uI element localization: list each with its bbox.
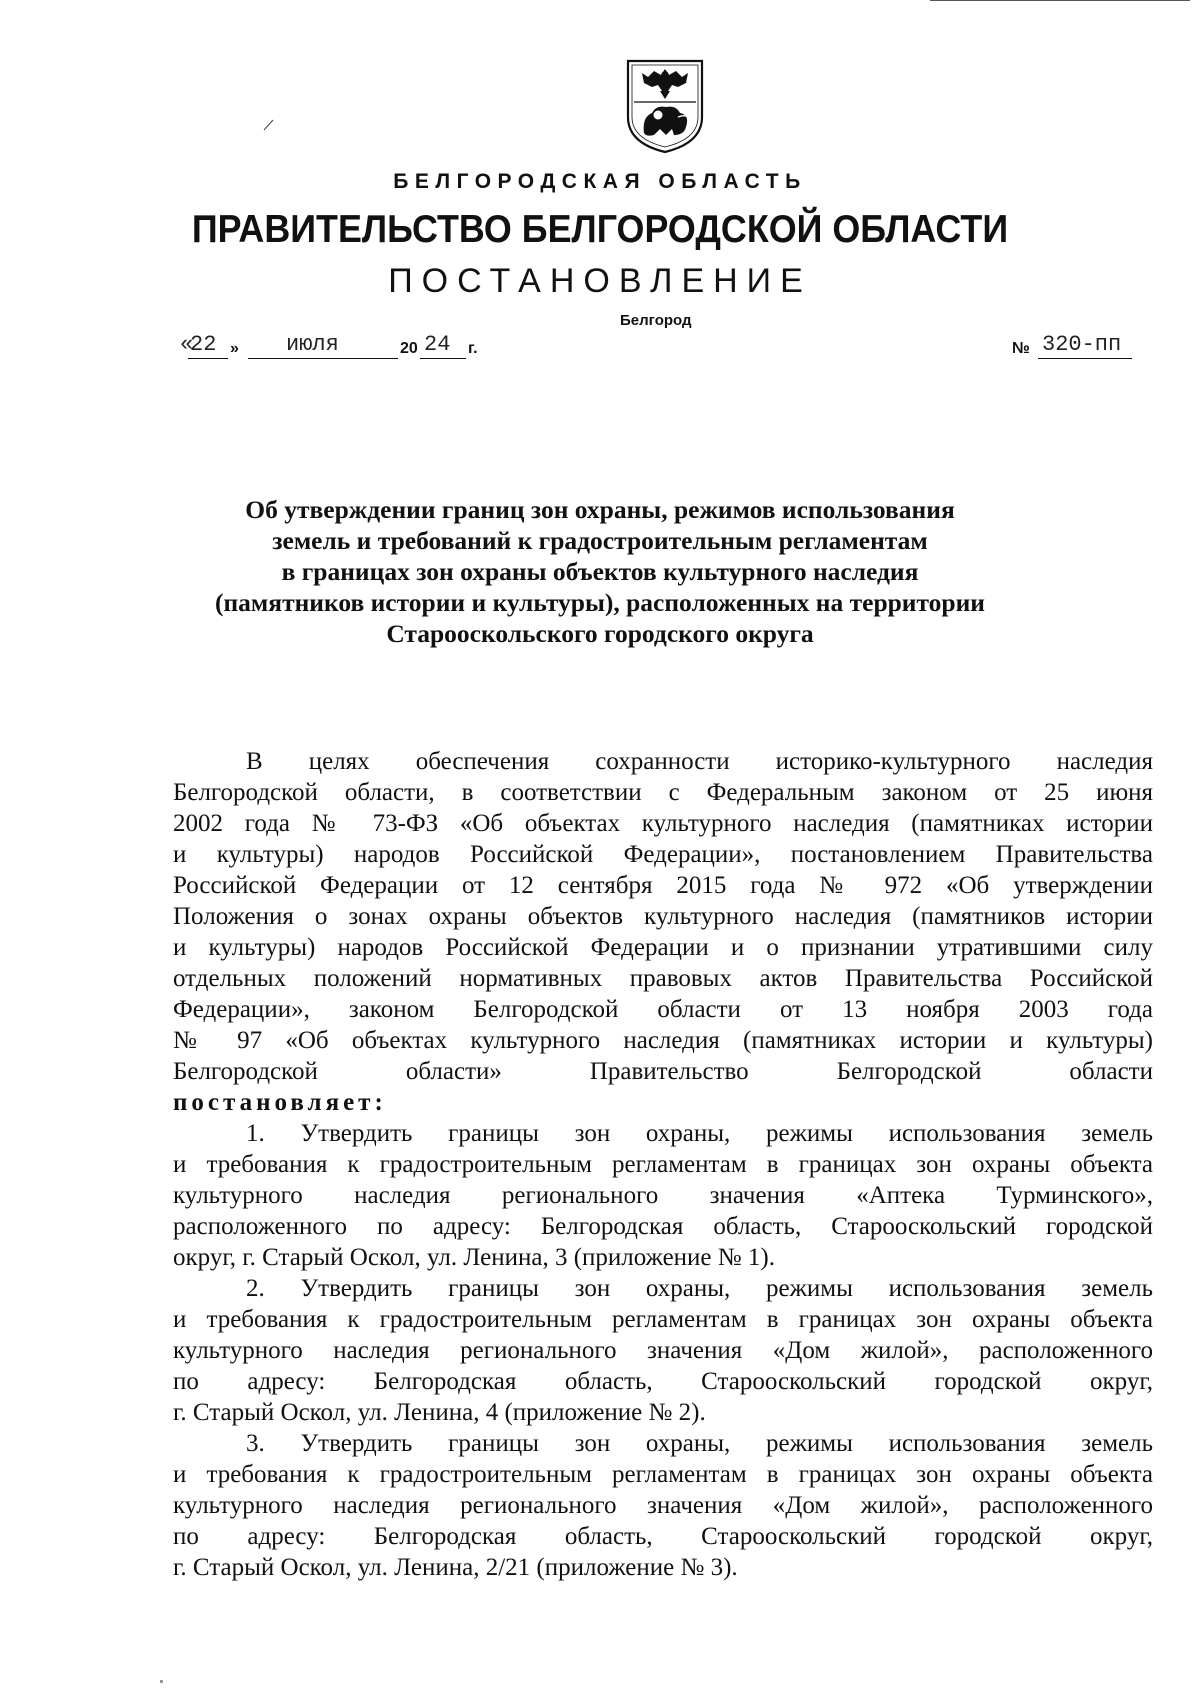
title-line: Старооскольского городского округа <box>386 619 814 648</box>
item-paragraph <box>173 1118 1153 1273</box>
date-day: 22 <box>190 332 217 357</box>
preamble-line: Положения о зонах охраны объектов культурного наследия (памятников истории <box>173 903 1153 930</box>
coat-of-arms-emblem <box>620 55 710 155</box>
item-paragraph <box>173 1428 1153 1583</box>
day-underline <box>188 358 228 359</box>
year-underline <box>420 358 466 359</box>
document-number: 320-пп <box>1042 332 1122 357</box>
date-open-quote: « <box>180 332 194 357</box>
number-sign: № <box>1012 340 1030 357</box>
item-line: и требования к градостроительным регламентам в границах зон охраны объекта <box>173 1461 1153 1488</box>
item-line: 1. Утвердить границы зон охраны, режимы использования земель <box>246 1120 1153 1147</box>
item-line: 3. Утвердить границы зон охраны, режимы использования земель <box>246 1430 1153 1457</box>
region-name: БЕЛГОРОДСКАЯ ОБЛАСТЬ <box>393 170 807 193</box>
preamble-line: и культуры) народов Российской Федерации и о признании утратившими силу <box>173 934 1153 961</box>
resolves-word: постановляет: <box>173 1089 387 1116</box>
title-line: в границах зон охраны объектов культурного наследия <box>281 557 919 586</box>
document-title <box>150 494 1050 649</box>
item-line: культурного наследия регионального значения «Дом жилой», расположенного <box>173 1492 1153 1519</box>
item-line: по адресу: Белгородская область, Старооскольский городской округ, <box>173 1523 1153 1550</box>
preamble-line: Российской Федерации от 12 сентября 2015 года № 972 «Об утверждении <box>173 872 1153 899</box>
item-line: расположенного по адресу: Белгородская область, Старооскольский городской <box>173 1213 1153 1240</box>
item-line: г. Старый Оскол, ул. Ленина, 2/21 (приложение № 3). <box>173 1554 738 1581</box>
document-body <box>173 746 1153 1583</box>
document-type: ПОСТАНОВЛЕНИЕ <box>388 262 812 300</box>
title-line: Об утверждении границ зон охраны, режимов использования <box>245 495 955 524</box>
preamble-paragraph <box>173 746 1153 1118</box>
month-underline <box>248 358 398 359</box>
number-underline <box>1038 358 1132 359</box>
date-close-quote: » <box>230 340 239 357</box>
preamble-line: В целях обеспечения сохранности историко-культурного наследия <box>246 748 1153 775</box>
preamble-line: отдельных положений нормативных правовых актов Правительства Российской <box>173 965 1153 992</box>
preamble-line: Белгородской области» Правительство Белгородской области <box>173 1058 1153 1085</box>
date-year-prefix: 20 <box>400 340 418 357</box>
item-line: культурного наследия регионального значения «Аптека Турминского», <box>173 1182 1153 1209</box>
date-year-marker: г. <box>468 340 478 357</box>
date-year-suffix: 24 <box>424 332 451 357</box>
preamble-line: Федерации», законом Белгородской области от 13 ноября 2003 года <box>173 996 1153 1023</box>
title-line: земель и требований к градостроительным регламентам <box>272 526 928 555</box>
item-paragraph <box>173 1273 1153 1428</box>
item-line: 2. Утвердить границы зон охраны, режимы использования земель <box>246 1275 1153 1302</box>
city-name: Белгород <box>620 312 692 329</box>
stray-pen-mark <box>262 118 276 132</box>
preamble-line: Белгородской области, в соответствии с Федеральным законом от 25 июня <box>173 779 1153 806</box>
item-line: г. Старый Оскол, ул. Ленина, 4 (приложение № 2). <box>173 1399 706 1426</box>
item-line: культурного наследия регионального значения «Дом жилой», расположенного <box>173 1337 1153 1364</box>
item-line: и требования к градостроительным регламентам в границах зон охраны объекта <box>173 1151 1153 1178</box>
preamble-line: и культуры) народов Российской Федерации», постановлением Правительства <box>173 841 1153 868</box>
item-line: по адресу: Белгородская область, Старооскольский городской округ, <box>173 1368 1153 1395</box>
date-month: июля <box>286 332 339 357</box>
top-edge-line <box>930 0 1190 1</box>
government-name: ПРАВИТЕЛЬСТВО БЕЛГОРОДСКОЙ ОБЛАСТИ <box>191 208 1009 251</box>
item-line: округ, г. Старый Оскол, ул. Ленина, 3 (приложение № 1). <box>173 1244 775 1271</box>
title-line: (памятников истории и культуры), расположенных на территории <box>214 588 986 617</box>
preamble-line: 2002 года № 73-ФЗ «Об объектах культурного наследия (памятниках истории <box>173 810 1153 837</box>
scan-speck <box>160 1680 163 1683</box>
item-line: и требования к градостроительным регламентам в границах зон охраны объекта <box>173 1306 1153 1333</box>
preamble-line: № 97 «Об объектах культурного наследия (памятниках истории и культуры) <box>173 1027 1153 1054</box>
